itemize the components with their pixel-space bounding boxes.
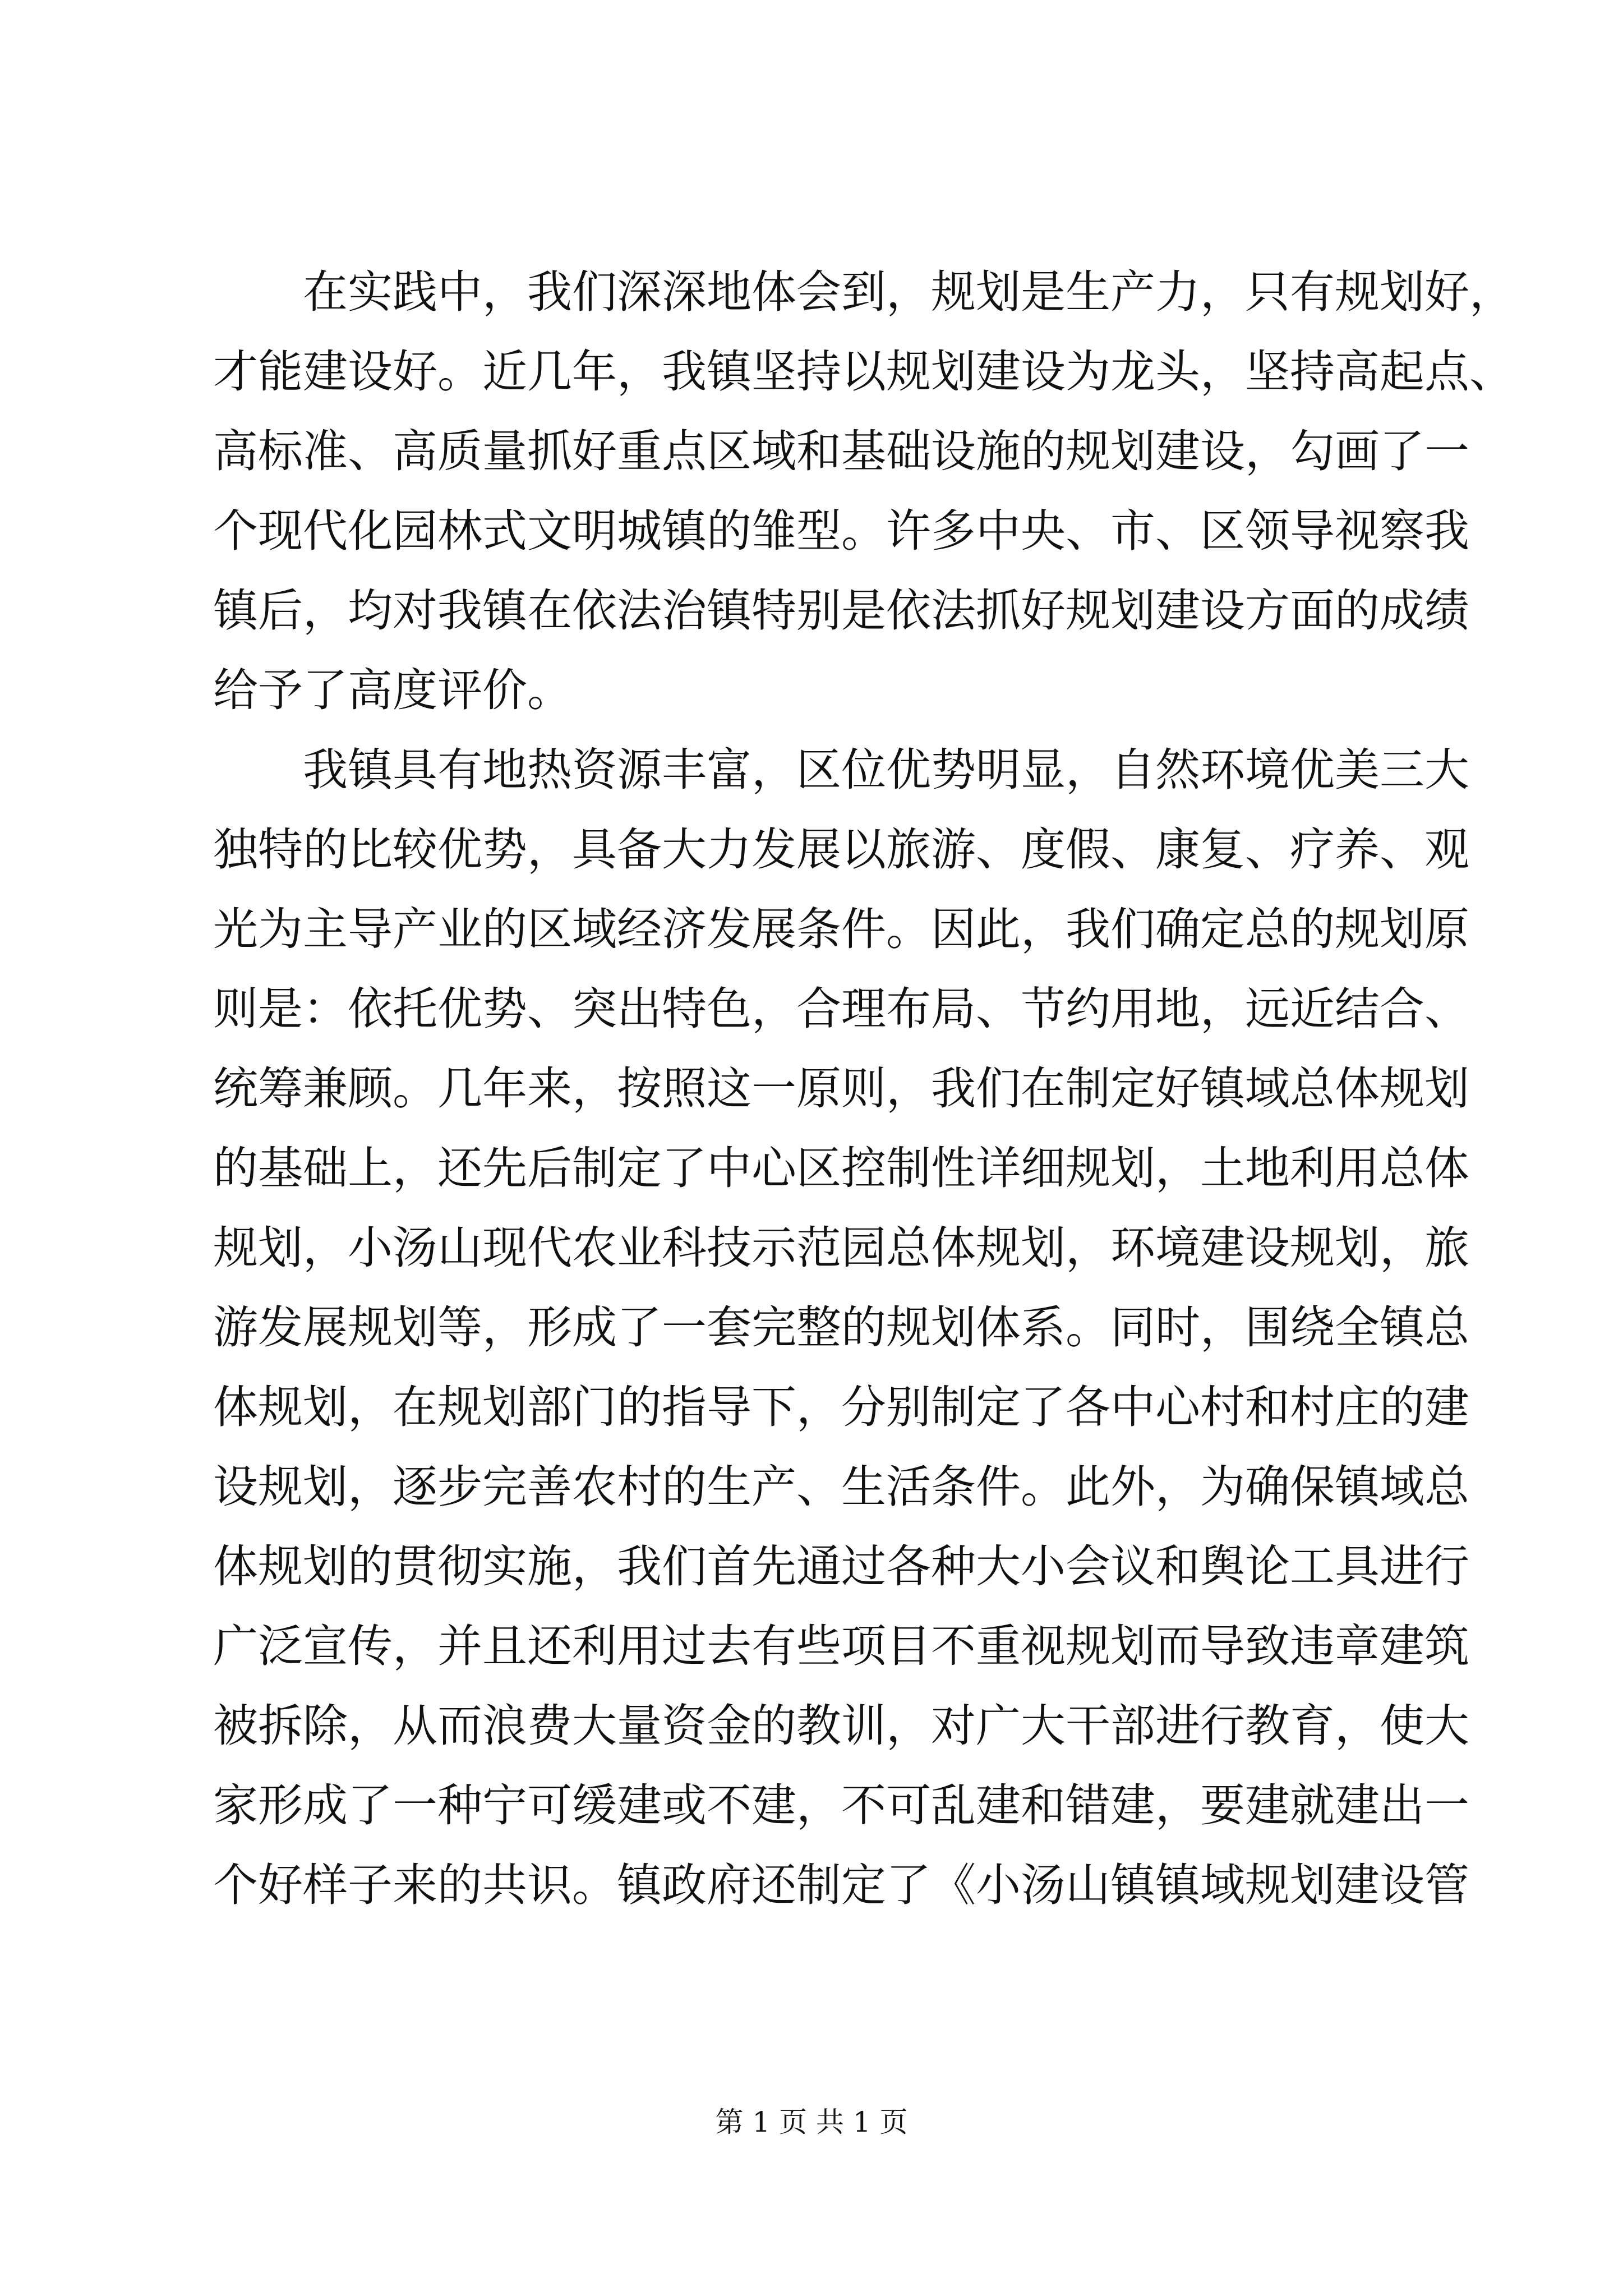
paragraph-2-line-15: 个好样子来的共识。镇政府还制定了《小汤山镇镇域规划建设管 — [213, 1859, 1469, 1911]
page-number-label: 第 1 页 共 1 页 — [715, 2106, 908, 2138]
paragraph-2-line-7: 规划，小汤山现代农业科技示范园总体规划，环境建设规划，旅 — [213, 1222, 1469, 1274]
paragraph-2-line-8: 游发展规划等，形成了一套完整的规划体系。同时，围绕全镇总 — [213, 1301, 1469, 1354]
paragraph-1-line-5: 镇后，均对我镇在依法治镇特别是依法抓好规划建设方面的成绩 — [213, 585, 1469, 637]
paragraph-1-line-6: 给予了高度评价。 — [213, 664, 572, 716]
paragraph-2-line-3: 光为主导产业的区域经济发展条件。因此，我们确定总的规划原 — [213, 903, 1469, 955]
paragraph-2-line-13: 被拆除，从而浪费大量资金的教训，对广大干部进行教育，使大 — [213, 1700, 1469, 1752]
paragraph-2-line-2: 独特的比较优势，具备大力发展以旅游、度假、康复、疗养、观 — [213, 823, 1469, 876]
document-body — [213, 252, 1514, 1925]
page-footer — [0, 2102, 1623, 2142]
paragraph-2-line-14: 家形成了一种宁可缓建或不建，不可乱建和错建，要建就建出一 — [213, 1779, 1469, 1832]
paragraph-2-line-1: 我镇具有地热资源丰富，区位优势明显，自然环境优美三大 — [303, 744, 1469, 796]
paragraph-1-line-2: 才能建设好。近几年，我镇坚持以规划建设为龙头，坚持高起点、 — [213, 346, 1514, 398]
paragraph-1-line-1: 在实践中，我们深深地体会到，规划是生产力，只有规划好， — [303, 266, 1514, 318]
paragraph-2-line-9: 体规划，在规划部门的指导下，分别制定了各中心村和村庄的建 — [213, 1381, 1469, 1433]
paragraph-1-line-4: 个现代化园林式文明城镇的雏型。许多中央、市、区领导视察我 — [213, 505, 1469, 557]
paragraph-2-line-11: 体规划的贯彻实施，我们首先通过各种大小会议和舆论工具进行 — [213, 1540, 1469, 1593]
paragraph-2-line-10: 设规划，逐步完善农村的生产、生活条件。此外，为确保镇域总 — [213, 1461, 1469, 1513]
paragraph-2-line-12: 广泛宣传，并且还利用过去有些项目不重视规划而导致违章建筑 — [213, 1620, 1469, 1672]
paragraph-2-line-6: 的基础上，还先后制定了中心区控制性详细规划，土地利用总体 — [213, 1142, 1469, 1194]
paragraph-2-line-5: 统筹兼顾。几年来，按照这一原则，我们在制定好镇域总体规划 — [213, 1062, 1469, 1115]
paragraph-2-line-4: 则是：依托优势、突出特色，合理布局、节约用地，远近结合、 — [213, 983, 1469, 1035]
paragraph-1-line-3: 高标准、高质量抓好重点区域和基础设施的规划建设，勾画了一 — [213, 425, 1469, 477]
